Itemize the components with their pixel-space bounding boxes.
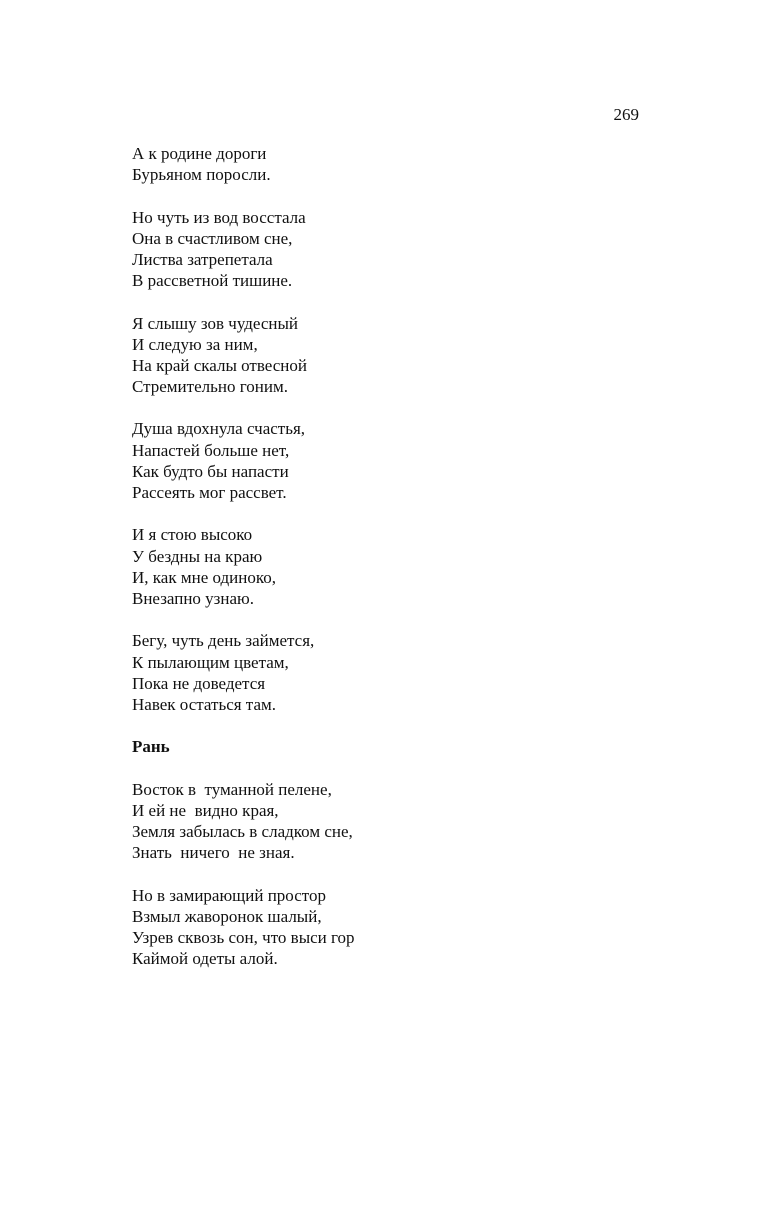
poem-line: В рассветной тишине.	[132, 271, 293, 291]
poem-line: Листва затрепетала	[132, 249, 273, 269]
poem-line: Навек остаться там.	[132, 694, 277, 714]
poem-line: И, как мне одиноко,	[132, 567, 276, 587]
stanza	[132, 418, 652, 503]
poem-line: Взмыл жаворонок шалый,	[132, 906, 322, 926]
poem-line: Как будто бы напасти	[132, 461, 289, 481]
poem-line: Стремительно гоним.	[132, 377, 288, 397]
poem-line: Душа вдохнула счастья,	[132, 419, 306, 439]
poem-line: Но в замирающий простор	[132, 885, 326, 905]
poem-line: Земля забылась в сладком сне,	[132, 822, 353, 841]
poem-line: Бегу, чуть день займется,	[132, 631, 315, 651]
poem-line: И я стою высоко	[132, 525, 253, 545]
poem-part-1	[132, 143, 652, 715]
poem-title: Рань	[132, 737, 170, 757]
poem-line: Она в счастливом сне,	[132, 228, 293, 248]
poem-line: Рассеять мог рассвет.	[132, 483, 287, 502]
stanza	[132, 779, 652, 864]
stanza	[132, 524, 652, 609]
poem-text	[132, 143, 652, 991]
poem-line: Но чуть из вод восстала	[132, 207, 306, 227]
poem-line: И ей не видно края,	[132, 800, 279, 820]
poem-line: Узрев сквозь сон, что выси гор	[132, 927, 355, 947]
poem-line: Бурьяном поросли.	[132, 165, 271, 185]
poem-line: Я слышу зов чудесный	[132, 313, 299, 333]
poem-line: У бездны на краю	[132, 546, 263, 566]
poem-line: И следую за ним,	[132, 334, 258, 354]
stanza	[132, 313, 652, 398]
stanza	[132, 630, 652, 715]
poem-line: Восток в туманной пелене,	[132, 779, 332, 799]
page-number: 269	[613, 105, 639, 124]
poem-line: Пока не доведется	[132, 673, 266, 693]
poem-line: Знать ничего не зная.	[132, 843, 295, 863]
poem-line: На край скалы отвесной	[132, 355, 307, 375]
stanza	[132, 143, 652, 185]
stanza	[132, 207, 652, 292]
poem-line: К пылающим цветам,	[132, 652, 289, 672]
poem-part-2	[132, 779, 652, 970]
stanza	[132, 885, 652, 970]
poem-line: А к родине дороги	[132, 144, 267, 163]
poem-line: Напастей больше нет,	[132, 440, 290, 460]
poem-line: Внезапно узнаю.	[132, 588, 254, 608]
poem-line: Каймой одеты алой.	[132, 949, 278, 969]
